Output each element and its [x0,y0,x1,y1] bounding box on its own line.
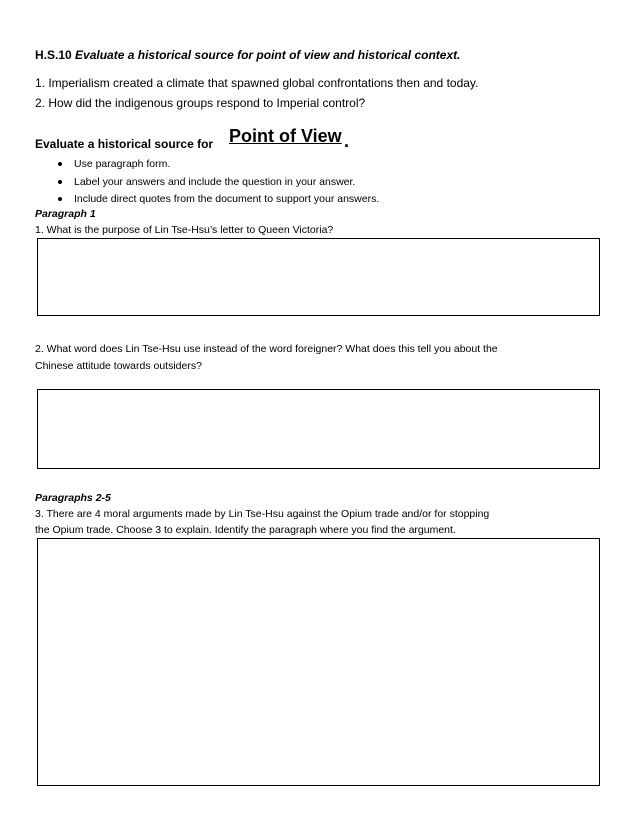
standard-title [35,47,460,63]
instruction-item: Include direct quotes from the document to support your answers. [58,192,379,206]
pov-period: . [344,131,350,151]
bullet-icon [58,180,62,184]
question-1: 1. What is the purpose of Lin Tse-Hsu’s letter to Queen Victoria? [35,224,334,236]
standard-description: Evaluate a historical source for point of view and historical context. [75,48,461,62]
question-3-line-2: the Opium trade. Choose 3 to explain. Identify the paragraph where you find the argument. [35,524,456,536]
section-heading-paragraph-1: Paragraph 1 [35,208,96,220]
section-heading-paragraphs-2-5: Paragraphs 2-5 [35,492,111,504]
pov-lead-text: Evaluate a historical source for [35,137,214,151]
intro-question-2: 2. How did the indigenous groups respond to Imperial control? [35,96,366,110]
question-2-line-2: Chinese attitude towards outsiders? [35,360,202,372]
question-3-line-1: 3. There are 4 moral arguments made by Lin Tse-Hsu against the Opium trade and/or for stopping [35,508,490,520]
question-2-line-1: 2. What word does Lin Tse-Hsu use instead of the word foreigner? What does this tell you about the [35,343,498,355]
bullet-icon [58,162,62,166]
answer-box-3[interactable] [37,538,600,786]
pov-heading: Point of View [229,126,342,146]
bullet-icon [58,197,62,201]
instruction-item: Use paragraph form. [58,157,170,171]
standard-code: H.S.10 [35,48,72,62]
answer-box-1[interactable] [37,238,600,316]
instruction-item: Label your answers and include the question in your answer. [58,175,355,189]
intro-question-1: 1. Imperialism created a climate that spawned global confrontations then and today. [35,76,479,90]
answer-box-2[interactable] [37,389,600,469]
